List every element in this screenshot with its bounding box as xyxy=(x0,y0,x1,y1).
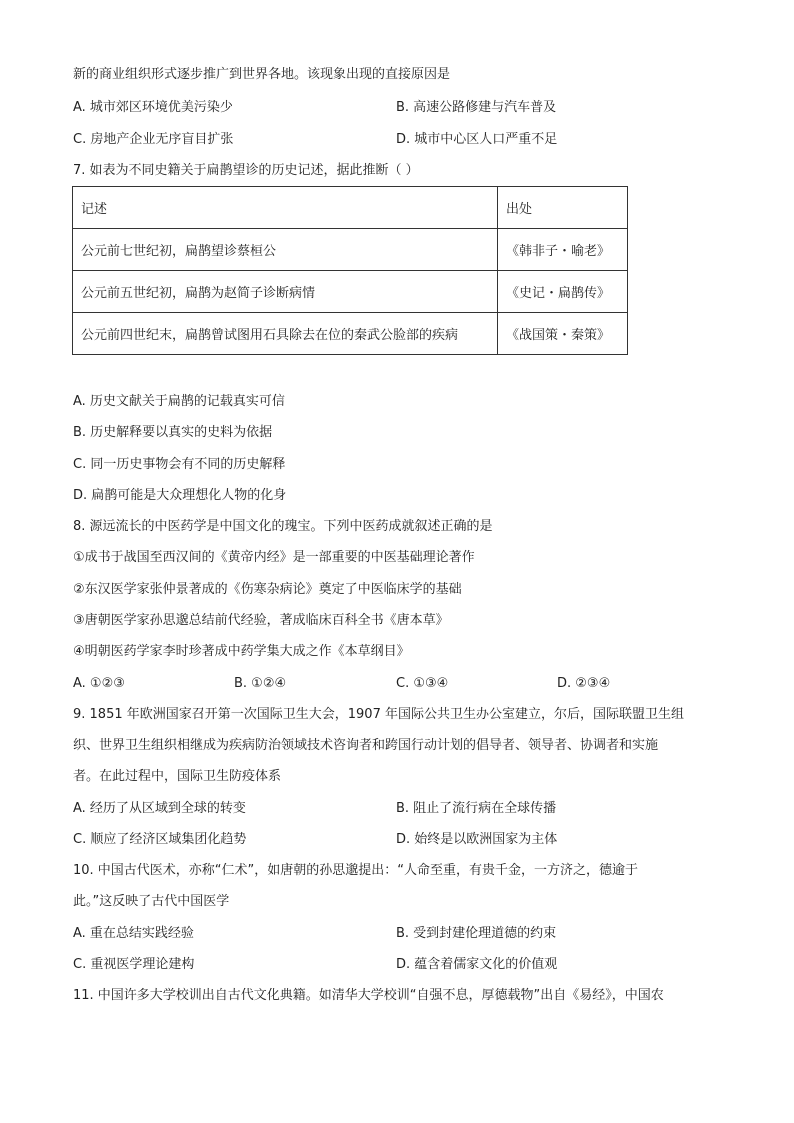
table-header-row xyxy=(73,187,628,229)
table-row xyxy=(73,313,628,355)
table-row xyxy=(73,229,628,271)
q10-option-a: A. 重在总结实践经验 xyxy=(73,926,194,941)
q8-option-b: B. ①②④ xyxy=(234,676,287,691)
q8-option-a: A. ①②③ xyxy=(73,676,125,691)
q10-option-d: D. 蕴含着儒家文化的价值观 xyxy=(396,957,558,972)
table-cell: 《史记・扁鹊传》 xyxy=(498,271,628,313)
table-cell: 《韩非子・喻老》 xyxy=(498,229,628,271)
q8-statement-3: ③唐朝医学家孙思邈总结前代经验，著成临床百科全书《唐本草》 xyxy=(73,613,449,628)
question-6-stem-tail: 新的商业组织形式逐步推广到世界各地。该现象出现的直接原因是 xyxy=(73,67,451,82)
question-9-stem-line-3: 者。在此过程中，国际卫生防疫体系 xyxy=(73,769,282,784)
question-8-stem: 8. 源远流长的中医药学是中国文化的瑰宝。下列中医药成就叙述正确的是 xyxy=(73,519,493,534)
q8-option-d: D. ②③④ xyxy=(557,676,611,691)
q6-option-d: D. 城市中心区人口严重不足 xyxy=(396,132,558,147)
question-9-stem-line-2: 织、世界卫生组织相继成为疾病防治领域技术咨询者和跨国行动计划的倡导者、领导者、协调者和实施 xyxy=(73,738,659,753)
q9-option-b: B. 阻止了流行病在全球传播 xyxy=(396,801,557,816)
question-11-stem: 11. 中国许多大学校训出自古代文化典籍。如清华大学校训“自强不息，厚德载物”出自《易经》，中国农 xyxy=(73,988,664,1003)
q8-statement-2: ②东汉医学家张仲景著成的《伤寒杂病论》奠定了中医临床学的基础 xyxy=(73,582,462,597)
q6-option-b: B. 高速公路修建与汽车普及 xyxy=(396,100,557,115)
q9-option-a: A. 经历了从区域到全球的转变 xyxy=(73,801,246,816)
q10-option-c: C. 重视医学理论建构 xyxy=(73,957,195,972)
q8-statement-1: ①成书于战国至西汉间的《黄帝内经》是一部重要的中医基础理论著作 xyxy=(73,550,475,565)
question-7-stem: 7. 如表为不同史籍关于扁鹊望诊的历史记述，据此推断（ ） xyxy=(73,163,419,178)
table-cell: 公元前七世纪初，扁鹊望诊蔡桓公 xyxy=(73,229,498,271)
table-cell: 公元前四世纪末，扁鹊曾试图用石具除去在位的秦武公脸部的疾病 xyxy=(73,313,498,355)
table-header-cell: 记述 xyxy=(73,187,498,229)
q9-option-d: D. 始终是以欧洲国家为主体 xyxy=(396,832,558,847)
q8-option-c: C. ①③④ xyxy=(396,676,449,691)
q7-option-d: D. 扁鹊可能是大众理想化人物的化身 xyxy=(73,488,287,503)
q6-option-c: C. 房地产企业无序盲目扩张 xyxy=(73,132,234,147)
history-records-table xyxy=(72,186,628,355)
q8-statement-4: ④明朝医药学家李时珍著成中药学集大成之作《本草纲目》 xyxy=(73,644,410,659)
q9-option-c: C. 顺应了经济区域集团化趋势 xyxy=(73,832,247,847)
q7-option-c: C. 同一历史事物会有不同的历史解释 xyxy=(73,457,286,472)
table-header-cell: 出处 xyxy=(498,187,628,229)
question-10-stem-line-2: 此。”这反映了古代中国医学 xyxy=(73,894,230,909)
question-9-stem-line-1: 9. 1851 年欧洲国家召开第一次国际卫生大会，1907 年国际公共卫生办公室建立，尔后，国际联盟卫生组 xyxy=(73,707,684,722)
table-row xyxy=(73,271,628,313)
q6-option-a: A. 城市郊区环境优美污染少 xyxy=(73,100,233,115)
q10-option-b: B. 受到封建伦理道德的约束 xyxy=(396,926,557,941)
q7-option-b: B. 历史解释要以真实的史料为依据 xyxy=(73,425,273,440)
table-cell: 公元前五世纪初，扁鹊为赵简子诊断病情 xyxy=(73,271,498,313)
q7-option-a: A. 历史文献关于扁鹊的记载真实可信 xyxy=(73,394,285,409)
table-cell: 《战国策・秦策》 xyxy=(498,313,628,355)
question-10-stem-line-1: 10. 中国古代医术，亦称“仁术”，如唐朝的孙思邈提出：“人命至重，有贵千金，一方济之，德逾于 xyxy=(73,863,639,878)
